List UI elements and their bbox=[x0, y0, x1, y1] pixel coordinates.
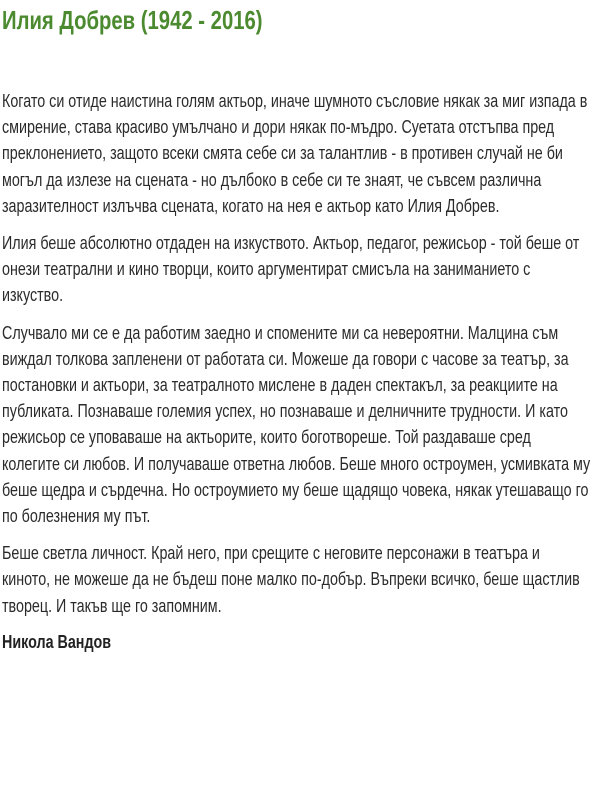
article-paragraph-2: Илия беше абсолютно отдаден на изкуството. Актьор, педагог, режисьор - той беше от онези театрални и кино творци, които аргументират смисъла на заниманието с изкуство. bbox=[2, 233, 580, 306]
article-paragraph-1: Когато си отиде наистина голям актьор, иначе шумното съсловие някак за миг изпада в смирение, става красиво умълчано и дори някак по-мъдро. Суетата отстъпва пред преклонението, защото всеки смята себе си за талантлив - в противен случай не би могъл да излезе на сцената - но дълбоко в себе си те знаят, че съвсем различна заразителност излъчва сцената, когато на нея е актьор като Илия Добрев. bbox=[2, 91, 588, 216]
article-author: Никола Вандов bbox=[2, 631, 112, 652]
article-body bbox=[2, 88, 590, 654]
article-title: Илия Добрев (1942 - 2016) bbox=[2, 5, 263, 35]
article-paragraph-3: Случвало ми се е да работим заедно и спомените ми са невероятни. Малцина съм виждал толкова запленени от работата си. Можеше да говори с часове за театър, за постановки и актьори, за театралното мислене в даден спектакъл, за реакциите на публиката. Познаваше големия успех, но познаваше и делничните трудности. И като режисьор се уповаваше на актьорите, които боготвореше. Той раздаваше сред колегите си любов. И получаваше ответна любов. Беше много остроумен, усмивката му беше щедра и сърдечна. Но остроумието му беше щадящо човека, някак утешаващо го по болезнения му път. bbox=[2, 322, 591, 527]
article-paragraph-4: Беше светла личност. Край него, при срещите с неговите персонажи в театъра и киното, не можеше да не бъдеш поне малко по-добър. Въпреки всичко, беше щастлив творец. И такъв ще го запомним. bbox=[2, 543, 580, 616]
